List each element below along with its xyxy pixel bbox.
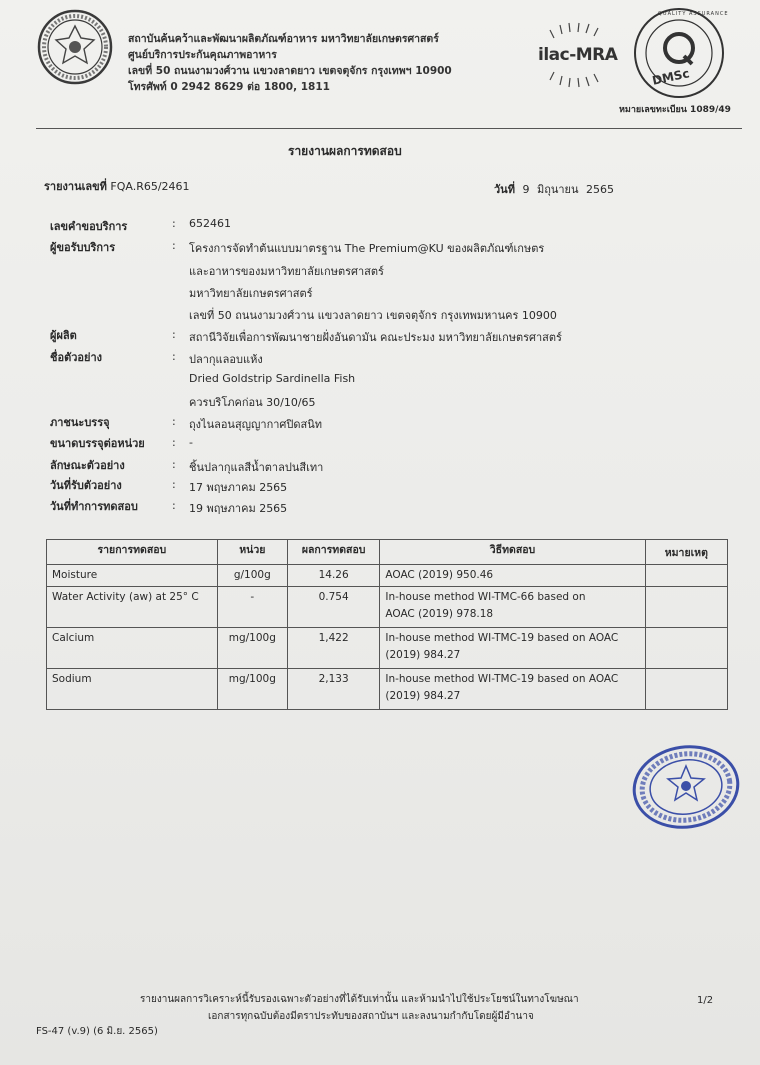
report-number-value: FQA.R65/2461 <box>110 180 190 193</box>
colon: : <box>172 436 176 449</box>
cell-result: 2,133 <box>287 669 379 710</box>
cell-result: 14.26 <box>287 565 379 587</box>
report-date-month: มิถุนายน <box>536 183 579 196</box>
colon: : <box>172 458 176 471</box>
official-stamp-icon <box>628 742 744 832</box>
ilac-mra-logo <box>534 16 618 92</box>
report-date-day: 9 <box>522 183 530 196</box>
report-date <box>494 180 614 198</box>
colon: : <box>172 499 176 512</box>
page-number: 1/2 <box>697 995 714 1006</box>
colon: : <box>172 328 176 341</box>
client-line-3: มหาวิทยาลัยเกษตรศาสตร์ <box>189 287 313 300</box>
colon: : <box>172 239 176 252</box>
header-divider <box>36 128 742 129</box>
header-unit: หน่วย <box>217 540 287 565</box>
tested-label: วันที่ทำการทดสอบ <box>50 500 138 513</box>
package-value: ถุงไนลอนสุญญากาศปิดสนิท <box>189 418 323 431</box>
sample-name-th: ปลากุแลอบแห้ง <box>189 353 263 366</box>
header-result: ผลการทดสอบ <box>287 540 379 565</box>
cell-unit: - <box>217 587 287 628</box>
client-line-1: โครงการจัดทำต้นแบบมาตรฐาน The Premium@KU ของผลิตภัณฑ์เกษตร <box>189 242 545 255</box>
quality-assurance-ring-icon <box>632 6 729 100</box>
report-number-label: รายงานเลขที่ <box>44 180 107 193</box>
method-line: AOAC (2019) 950.46 <box>385 569 494 581</box>
method-line: In-house method WI-TMC-19 based on AOAC <box>385 632 619 644</box>
cell-unit: g/100g <box>217 565 287 587</box>
cell-remark <box>645 669 727 710</box>
cell-result: 1,422 <box>287 628 379 669</box>
colon: : <box>172 478 176 491</box>
best-before: ควรบริโภคก่อน 30/10/65 <box>189 396 316 409</box>
method-line: (2019) 984.27 <box>385 690 461 702</box>
cell-item: Water Activity (aw) at 25° C <box>47 587 218 628</box>
method-line: (2019) 984.27 <box>385 649 461 661</box>
cell-method <box>380 628 645 669</box>
report-date-label: วันที่ <box>494 183 515 196</box>
request-no-value: 652461 <box>189 217 231 230</box>
client-line-4: เลขที่ 50 ถนนงามวงศ์วาน แขวงลาดยาว เขตจตุจักร กรุงเทพมหานคร 10900 <box>189 309 557 322</box>
cell-method <box>380 565 645 587</box>
received-value: 17 พฤษภาคม 2565 <box>189 481 288 494</box>
table-row <box>47 587 728 628</box>
cell-result: 0.754 <box>287 587 379 628</box>
header-item: รายการทดสอบ <box>47 540 218 565</box>
form-code: FS-47 (v.9) (6 มิ.ย. 2565) <box>36 1026 158 1037</box>
report-number <box>44 177 190 195</box>
table-row <box>47 669 728 710</box>
org-department: ศูนย์บริการประกันคุณภาพอาหาร <box>128 49 277 61</box>
dmsc-ring-text: QUALITY ASSURANCE <box>658 11 729 17</box>
cell-unit: mg/100g <box>217 628 287 669</box>
dmsc-text: DMSc <box>650 66 691 88</box>
cell-unit: mg/100g <box>217 669 287 710</box>
cell-item: Moisture <box>47 565 218 587</box>
org-address: เลขที่ 50 ถนนงามวงศ์วาน แขวงลาดยาว เขตจตุจักร กรุงเทพฯ 10900 <box>128 65 452 77</box>
header-method: วิธีทดสอบ <box>380 540 645 565</box>
org-name: สถาบันค้นคว้าและพัฒนาผลิตภัณฑ์อาหาร มหาวิทยาลัยเกษตรศาสตร์ <box>128 33 439 45</box>
cell-remark <box>645 628 727 669</box>
method-line: In-house method WI-TMC-66 based on <box>385 591 586 603</box>
request-no-label: เลขคำขอบริการ <box>50 220 128 233</box>
table-header-row <box>47 540 728 565</box>
colon: : <box>172 350 176 363</box>
cell-method <box>380 669 645 710</box>
tested-value: 19 พฤษภาคม 2565 <box>189 502 288 515</box>
cell-remark <box>645 587 727 628</box>
method-line: AOAC (2019) 978.18 <box>385 608 494 620</box>
cell-item: Calcium <box>47 628 218 669</box>
table-row <box>47 565 728 587</box>
colon: : <box>172 217 176 230</box>
cell-item: Sodium <box>47 669 218 710</box>
pack-size-value: - <box>189 436 193 449</box>
pack-size-label: ขนาดบรรจุต่อหน่วย <box>50 437 145 450</box>
producer-value: สถานีวิจัยเพื่อการพัฒนาชายฝั่งอันดามัน คณะประมง มหาวิทยาลัยเกษตรศาสตร์ <box>189 331 562 344</box>
footer-disclaimer-2: เอกสารทุกฉบับต้องมีตราประทับของสถาบันฯ และลงนามกำกับโดยผู้มีอำนาจ <box>208 1011 534 1022</box>
package-label: ภาชนะบรรจุ <box>50 416 110 429</box>
ku-seal-icon <box>36 8 114 86</box>
results-table <box>46 539 728 710</box>
registration-number: หมายเลขทะเบียน 1089/49 <box>619 105 731 115</box>
producer-label: ผู้ผลิต <box>50 329 77 342</box>
cell-remark <box>645 565 727 587</box>
received-label: วันที่รับตัวอย่าง <box>50 479 122 492</box>
report-date-year: 2565 <box>586 183 615 196</box>
sample-name-en: Dried Goldstrip Sardinella Fish <box>189 372 356 385</box>
report-title: รายงานผลการทดสอบ <box>288 144 402 158</box>
footer-disclaimer-1: รายงานผลการวิเคราะห์นี้รับรองเฉพาะตัวอย่างที่ได้รับเท่านั้น และห้ามนำไปใช้ประโยชน์ในทางโฆษณา <box>140 994 579 1005</box>
client-line-2: และอาหารของมหาวิทยาลัยเกษตรศาสตร์ <box>189 265 384 278</box>
cell-method <box>380 587 645 628</box>
sample-char-value: ชิ้นปลากุแลสีน้ำตาลปนสีเทา <box>189 461 324 474</box>
header-remark: หมายเหตุ <box>645 540 727 565</box>
sample-name-label: ชื่อตัวอย่าง <box>50 351 102 364</box>
method-line: In-house method WI-TMC-19 based on AOAC <box>385 673 619 685</box>
colon: : <box>172 415 176 428</box>
dmsc-logo <box>632 6 729 100</box>
table-row <box>47 628 728 669</box>
client-label: ผู้ขอรับบริการ <box>50 241 116 254</box>
sample-char-label: ลักษณะตัวอย่าง <box>50 459 125 472</box>
ilac-mra-text: ilac-MRA <box>538 45 618 65</box>
org-phone: โทรศัพท์ 0 2942 8629 ต่อ 1800, 1811 <box>128 81 330 93</box>
